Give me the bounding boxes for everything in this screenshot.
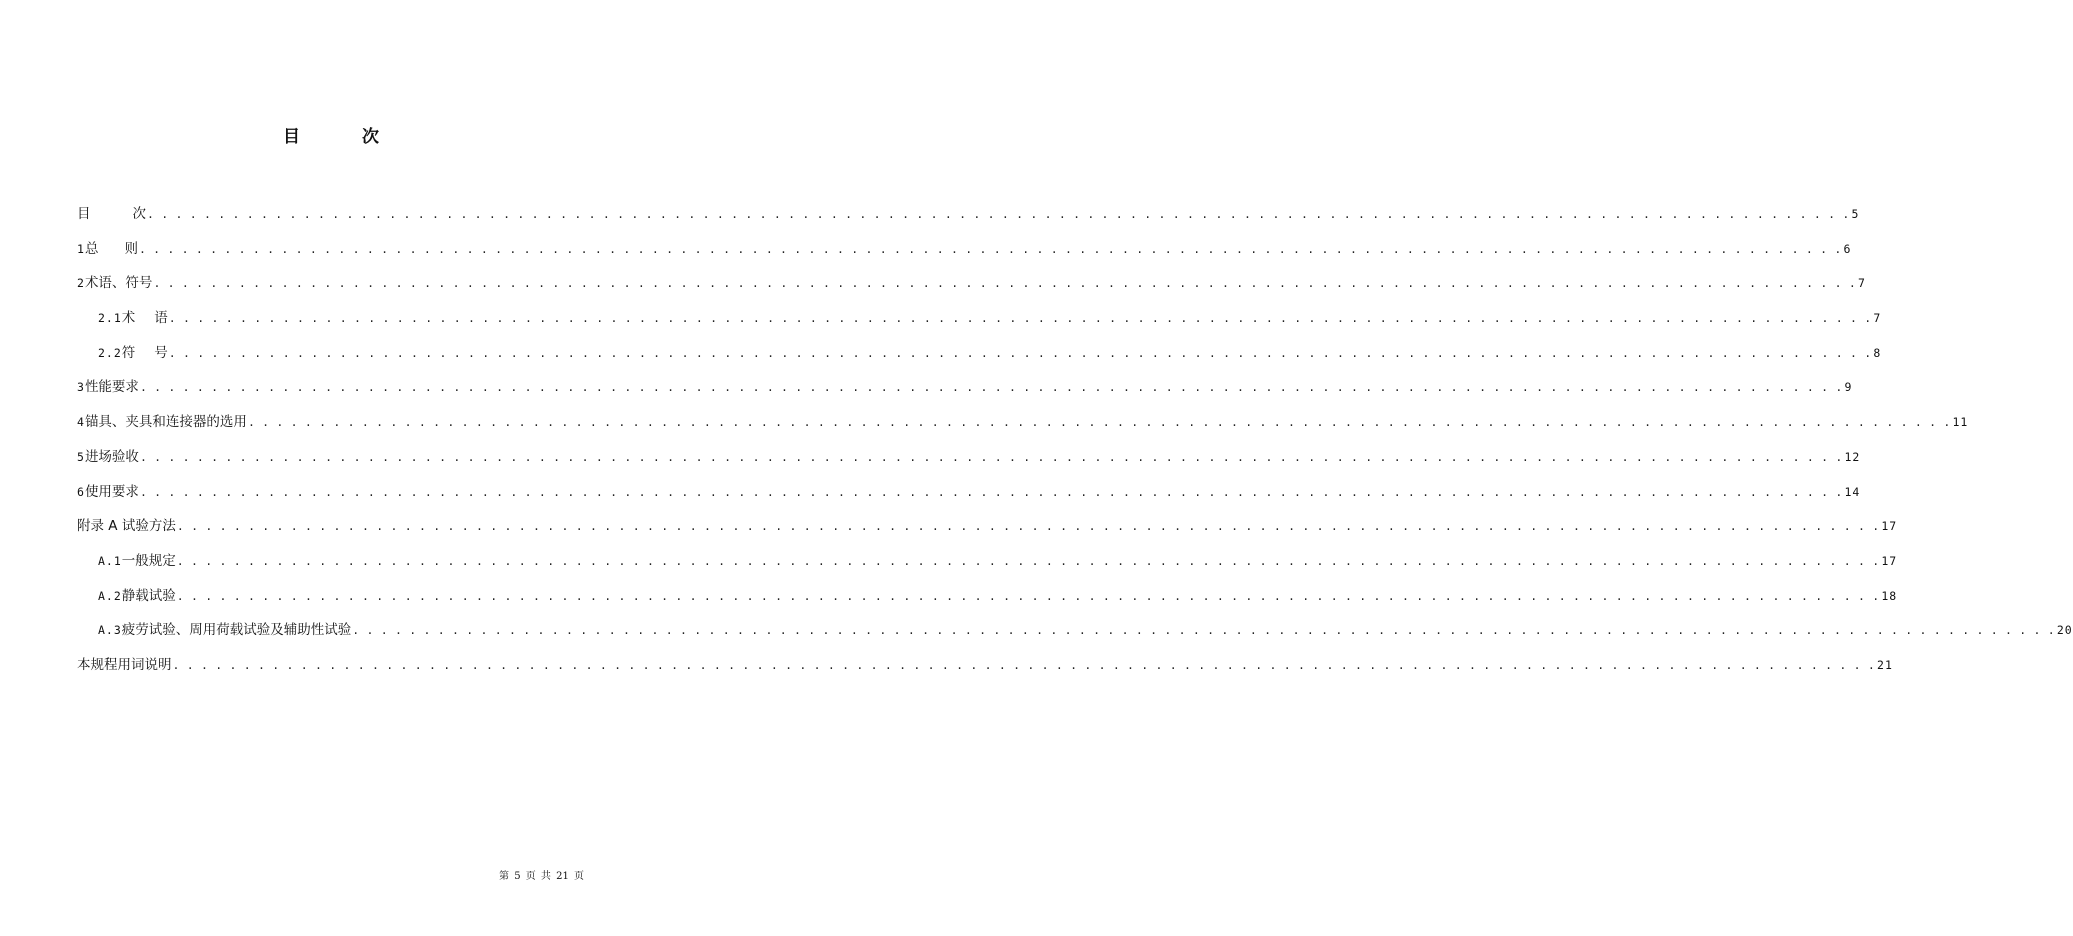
toc-entry-page: 17	[1881, 553, 1898, 568]
toc-leader: . . . . . . . . . . . . . . . . . . . . . . . . . . . . . . . . . . . . . . . . . . . . . . . . . . . . . . . . . . . . . . . . . . . . . . . . . . . . . . . . . . . . . . . . . . . . . . . . . . . . . . . . . . . . . . . . . . . . . . . .	[147, 207, 1850, 221]
toc-entry-label-part: 则	[124, 240, 138, 257]
page-title	[0, 122, 662, 147]
toc-entry-label: 进场验收	[84, 448, 139, 465]
toc-entry-label: 锚具、夹具和连接器的选用	[84, 414, 247, 431]
toc-leader: . . . . . . . . . . . . . . . . . . . . . . . . . . . . . . . . . . . . . . . . . . . . . . . . . . . . . . . . . . . . . . . . . . . . . . . . . . . . . . . . . . . . . . . . . . . . . . . . . . . . . . . . . . . . . . . . . . . . . . . .	[172, 657, 1876, 672]
toc-entry-label: 术语、符号	[84, 275, 153, 292]
toc-entry[interactable]	[77, 443, 1861, 478]
toc-entry-number: 2.1	[98, 311, 122, 326]
toc-entry[interactable]	[77, 651, 1893, 686]
toc-entry-page: 5	[1851, 207, 1860, 221]
toc-entry-number: A.3	[98, 623, 122, 638]
toc-entry-label: 性能要求	[84, 379, 139, 396]
toc-entry[interactable]	[77, 200, 1860, 235]
toc-leader: . . . . . . . . . . . . . . . . . . . . . . . . . . . . . . . . . . . . . . . . . . . . . . . . . . . . . . . . . . . . . . . . . . . . . . . . . . . . . . . . . . . . . . . . . . . . . . . . . . . . . . . . . . . . . . . . . . . . . . . .	[247, 415, 1951, 430]
toc-entry[interactable]	[77, 408, 1969, 443]
toc-entry-page: 11	[1952, 415, 1969, 430]
toc-entry[interactable]	[77, 339, 1882, 374]
toc-entry-label	[77, 200, 146, 228]
toc-entry[interactable]	[77, 373, 1853, 408]
toc-entry-number: 5	[77, 449, 85, 464]
toc-entry-label-part: 总	[84, 240, 99, 257]
toc-entry[interactable]	[77, 235, 1852, 270]
toc-entry-label-part: 目	[77, 206, 91, 222]
toc-leader: . . . . . . . . . . . . . . . . . . . . . . . . . . . . . . . . . . . . . . . . . . . . . . . . . . . . . . . . . . . . . . . . . . . . . . . . . . . . . . . . . . . . . . . . . . . . . . . . . . . . . . . . . . . . . . . . . . . . . . . .	[139, 484, 1843, 499]
toc-entry-label-part: 语	[154, 310, 168, 327]
toc-entry[interactable]	[77, 512, 1898, 547]
toc-leader: . . . . . . . . . . . . . . . . . . . . . . . . . . . . . . . . . . . . . . . . . . . . . . . . . . . . . . . . . . . . . . . . . . . . . . . . . . . . . . . . . . . . . . . . . . . . . . . . . . . . . . . . . . . . . . . . . . . . . . . .	[176, 588, 1880, 603]
page-title-right: 次	[362, 127, 379, 147]
toc-entry[interactable]	[77, 616, 2073, 651]
table-of-contents	[77, 200, 2073, 686]
toc-entry-page: 12	[1844, 449, 1861, 464]
toc-leader: . . . . . . . . . . . . . . . . . . . . . . . . . . . . . . . . . . . . . . . . . . . . . . . . . . . . . . . . . . . . . . . . . . . . . . . . . . . . . . . . . . . . . . . . . . . . . . . . . . . . . . . . . . . . . . . . . . . . . . . .	[138, 241, 1842, 256]
toc-entry-number: A.1	[98, 553, 122, 568]
toc-entry[interactable]	[77, 582, 1898, 617]
toc-entry-number: 3	[77, 380, 85, 395]
toc-entry-page: 6	[1843, 241, 1852, 256]
toc-entry-label	[122, 339, 168, 367]
toc-entry-number: 1	[77, 241, 85, 256]
toc-entry-label-part: 号	[154, 344, 168, 361]
toc-entry-number: 2	[77, 276, 85, 291]
toc-entry-page: 20	[2056, 623, 2073, 638]
toc-entry-label: 一般规定	[121, 552, 176, 569]
toc-leader: . . . . . . . . . . . . . . . . . . . . . . . . . . . . . . . . . . . . . . . . . . . . . . . . . . . . . . . . . . . . . . . . . . . . . . . . . . . . . . . . . . . . . . . . . . . . . . . . . . . . . . . . . . . . . . . . . . . . . . . .	[153, 276, 1856, 291]
toc-entry[interactable]	[77, 304, 1882, 339]
toc-entry-number: 4	[77, 415, 85, 430]
toc-entry-label-part: 术	[121, 310, 136, 327]
toc-entry[interactable]	[77, 547, 1898, 582]
toc-entry-page: 18	[1881, 588, 1898, 603]
toc-entry-label: 疲劳试验、周用荷载试验及辅助性试验	[121, 622, 352, 639]
toc-entry-label-part: 符	[121, 344, 136, 361]
toc-leader: . . . . . . . . . . . . . . . . . . . . . . . . . . . . . . . . . . . . . . . . . . . . . . . . . . . . . . . . . . . . . . . . . . . . . . . . . . . . . . . . . . . . . . . . . . . . . . . . . . . . . . . . . . . . . . . . . . . . . . . .	[139, 380, 1843, 395]
toc-entry-page: 21	[1877, 657, 1893, 672]
toc-entry-page: 7	[1857, 276, 1866, 291]
toc-leader: . . . . . . . . . . . . . . . . . . . . . . . . . . . . . . . . . . . . . . . . . . . . . . . . . . . . . . . . . . . . . . . . . . . . . . . . . . . . . . . . . . . . . . . . . . . . . . . . . . . . . . . . . . . . . . . . . . . . . . . .	[176, 553, 1880, 568]
toc-entry-number: A.2	[98, 588, 122, 603]
toc-entry-page: 8	[1873, 345, 1882, 360]
toc-entry[interactable]	[77, 478, 1861, 513]
toc-entry-label: 静载试验	[121, 587, 176, 604]
toc-leader: . . . . . . . . . . . . . . . . . . . . . . . . . . . . . . . . . . . . . . . . . . . . . . . . . . . . . . . . . . . . . . . . . . . . . . . . . . . . . . . . . . . . . . . . . . . . . . . . . . . . . . . . . . . . . . . . . . . . . . . .	[176, 519, 1880, 534]
toc-entry-label: 使用要求	[84, 483, 139, 500]
toc-entry-label	[85, 235, 138, 263]
toc-entry-number: 6	[77, 484, 85, 499]
toc-entry-label: 附录 A 试验方法	[77, 518, 176, 535]
page-footer: 第 5 页 共 21 页	[499, 871, 584, 882]
toc-entry-label: 本规程用词说明	[77, 656, 172, 673]
toc-entry[interactable]	[77, 269, 1866, 304]
toc-entry-page: 17	[1881, 519, 1898, 534]
toc-entry-number: 2.2	[98, 345, 122, 360]
toc-leader: . . . . . . . . . . . . . . . . . . . . . . . . . . . . . . . . . . . . . . . . . . . . . . . . . . . . . . . . . . . . . . . . . . . . . . . . . . . . . . . . . . . . . . . . . . . . . . . . . . . . . . . . . . . . . . . . . . . . . . . .	[168, 311, 1872, 326]
toc-entry-page: 14	[1844, 484, 1861, 499]
page-title-left: 目	[283, 127, 300, 147]
toc-entry-page: 9	[1844, 380, 1853, 395]
toc-leader: . . . . . . . . . . . . . . . . . . . . . . . . . . . . . . . . . . . . . . . . . . . . . . . . . . . . . . . . . . . . . . . . . . . . . . . . . . . . . . . . . . . . . . . . . . . . . . . . . . . . . . . . . . . . . . . . . . . . . . . .	[139, 449, 1843, 464]
toc-leader: . . . . . . . . . . . . . . . . . . . . . . . . . . . . . . . . . . . . . . . . . . . . . . . . . . . . . . . . . . . . . . . . . . . . . . . . . . . . . . . . . . . . . . . . . . . . . . . . . . . . . . . . . . . . . . . . . . . . . . . .	[168, 345, 1872, 360]
toc-leader: . . . . . . . . . . . . . . . . . . . . . . . . . . . . . . . . . . . . . . . . . . . . . . . . . . . . . . . . . . . . . . . . . . . . . . . . . . . . . . . . . . . . . . . . . . . . . . . . . . . . . . . . . . . . . . . . . . . . . . . .	[352, 623, 2055, 638]
toc-entry-page: 7	[1873, 311, 1882, 326]
toc-entry-label-part: 次	[132, 206, 146, 222]
toc-entry-label	[122, 304, 168, 332]
